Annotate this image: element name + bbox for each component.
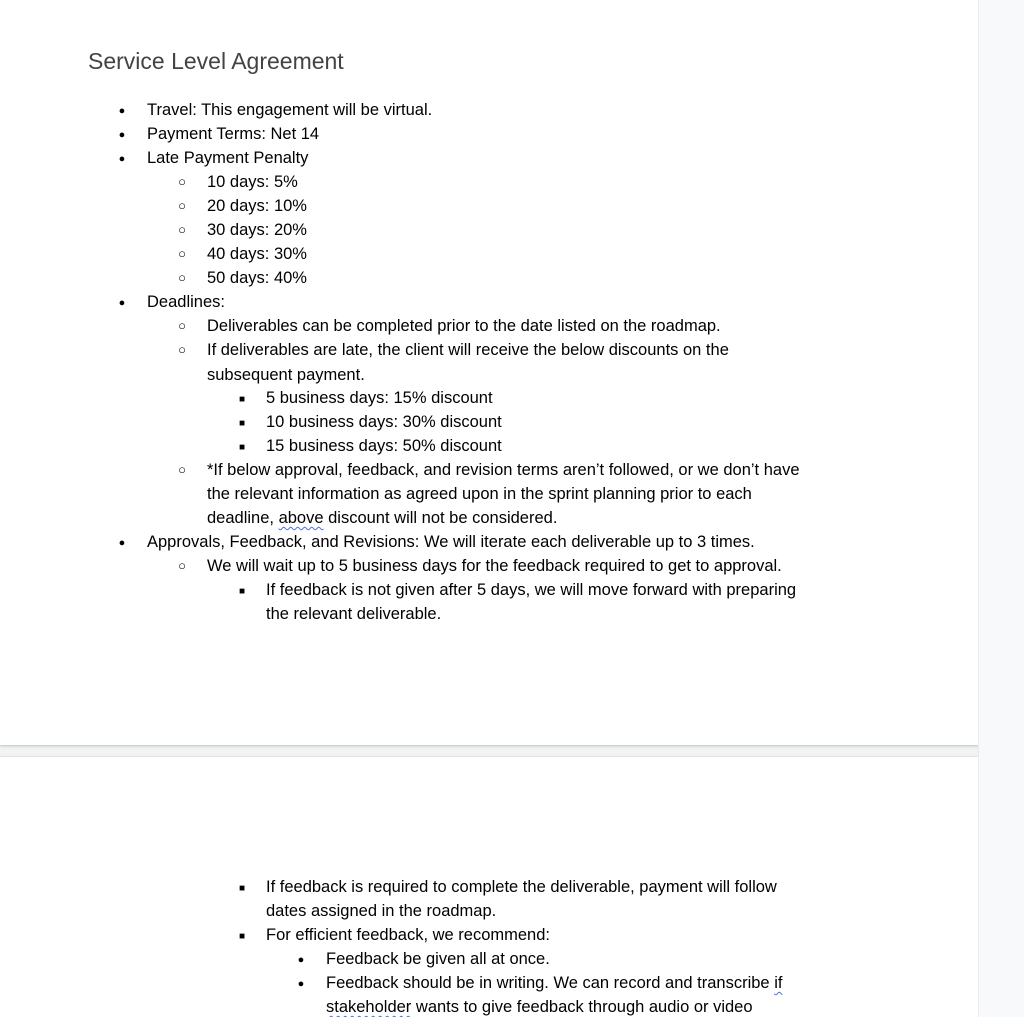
spellcheck-flagged-word[interactable]: if: [774, 974, 783, 992]
bullet-square-icon: [232, 923, 252, 949]
list-item-late-deliverables[interactable]: If deliverables are late, the client will receive the below discounts on the: [207, 341, 729, 359]
list-item-discount-conditions[interactable]: *If below approval, feedback, and revision terms aren’t followed, or we don’t have: [207, 461, 800, 479]
bullet-disc-icon: [112, 98, 132, 123]
list-item-penalty-20-days[interactable]: 20 days: 10%: [207, 197, 307, 215]
bullet-circle-icon: [172, 458, 192, 482]
bullet-square-icon: [232, 875, 252, 901]
bullet-disc-icon: [112, 122, 132, 147]
bullet-square-icon: [232, 578, 252, 604]
right-gutter: [978, 0, 1024, 1017]
list-item-feedback-in-writing-cont[interactable]: [326, 995, 753, 1017]
spellcheck-flagged-word[interactable]: stakeholder: [326, 998, 412, 1016]
text-run: Feedback should be in writing. We can record and transcribe: [326, 974, 775, 992]
list-item-discount-conditions-cont[interactable]: the relevant information as agreed upon in the sprint planning prior to each: [207, 485, 752, 503]
list-item-efficient-feedback[interactable]: For efficient feedback, we recommend:: [266, 926, 550, 944]
list-item-penalty-30-days[interactable]: 30 days: 20%: [207, 221, 307, 239]
spellcheck-flagged-word[interactable]: above: [278, 509, 324, 527]
list-item-discount-conditions-end[interactable]: [207, 506, 557, 530]
bullet-disc-icon: [112, 530, 132, 555]
text-run: discount will not be considered.: [323, 509, 558, 527]
bullet-circle-icon: [172, 338, 192, 362]
document-heading[interactable]: Service Level Agreement: [88, 48, 344, 74]
list-item-no-feedback[interactable]: If feedback is not given after 5 days, we will move forward with preparing: [266, 581, 797, 599]
bullet-square-icon: [232, 410, 252, 436]
list-item-deliverables-early[interactable]: Deliverables can be completed prior to the date listed on the roadmap.: [207, 317, 721, 335]
bullet-disc-icon: [112, 146, 132, 171]
bullet-circle-icon: [172, 554, 192, 578]
list-item-late-payment-penalty[interactable]: Late Payment Penalty: [147, 149, 309, 167]
document-page-2[interactable]: [0, 757, 979, 1017]
list-item-penalty-50-days[interactable]: 50 days: 40%: [207, 269, 307, 287]
list-item-discount-10-days[interactable]: 10 business days: 30% discount: [266, 413, 502, 431]
list-item-discount-5-days[interactable]: 5 business days: 15% discount: [266, 389, 493, 407]
bullet-circle-icon: [172, 194, 192, 218]
list-item-payment-terms[interactable]: Payment Terms: Net 14: [147, 125, 320, 143]
bullet-circle-icon: [172, 218, 192, 242]
list-item-feedback-in-writing[interactable]: [326, 971, 782, 995]
list-item-penalty-40-days[interactable]: 40 days: 30%: [207, 245, 307, 263]
list-item-feedback-required-cont[interactable]: dates assigned in the roadmap.: [266, 902, 497, 920]
list-item-travel[interactable]: Travel: This engagement will be virtual.: [147, 101, 433, 119]
list-item-no-feedback-cont[interactable]: the relevant deliverable.: [266, 605, 442, 623]
list-item-feedback-all-at-once[interactable]: Feedback be given all at once.: [326, 950, 550, 968]
list-item-feedback-required[interactable]: If feedback is required to complete the deliverable, payment will follow: [266, 878, 777, 896]
bullet-square-icon: [232, 386, 252, 412]
bullet-circle-icon: [172, 266, 192, 290]
bullet-square-icon: [232, 434, 252, 460]
list-item-late-deliverables-cont[interactable]: subsequent payment.: [207, 366, 365, 384]
bullet-disc-icon: [112, 290, 132, 315]
bullet-disc-icon: [291, 971, 311, 996]
list-item-feedback-wait[interactable]: We will wait up to 5 business days for the feedback required to get to approval.: [207, 557, 782, 575]
bullet-circle-icon: [172, 242, 192, 266]
text-run: wants to give feedback through audio or video: [411, 998, 753, 1016]
list-item-discount-15-days[interactable]: 15 business days: 50% discount: [266, 437, 502, 455]
bullet-circle-icon: [172, 170, 192, 194]
list-item-deadlines[interactable]: Deadlines:: [147, 293, 225, 311]
bullet-circle-icon: [172, 314, 192, 338]
list-item-penalty-10-days[interactable]: 10 days: 5%: [207, 173, 298, 191]
text-run: deadline,: [207, 509, 279, 527]
list-item-approvals[interactable]: Approvals, Feedback, and Revisions: We will iterate each deliverable up to 3 times.: [147, 533, 755, 551]
bullet-disc-icon: [291, 947, 311, 972]
